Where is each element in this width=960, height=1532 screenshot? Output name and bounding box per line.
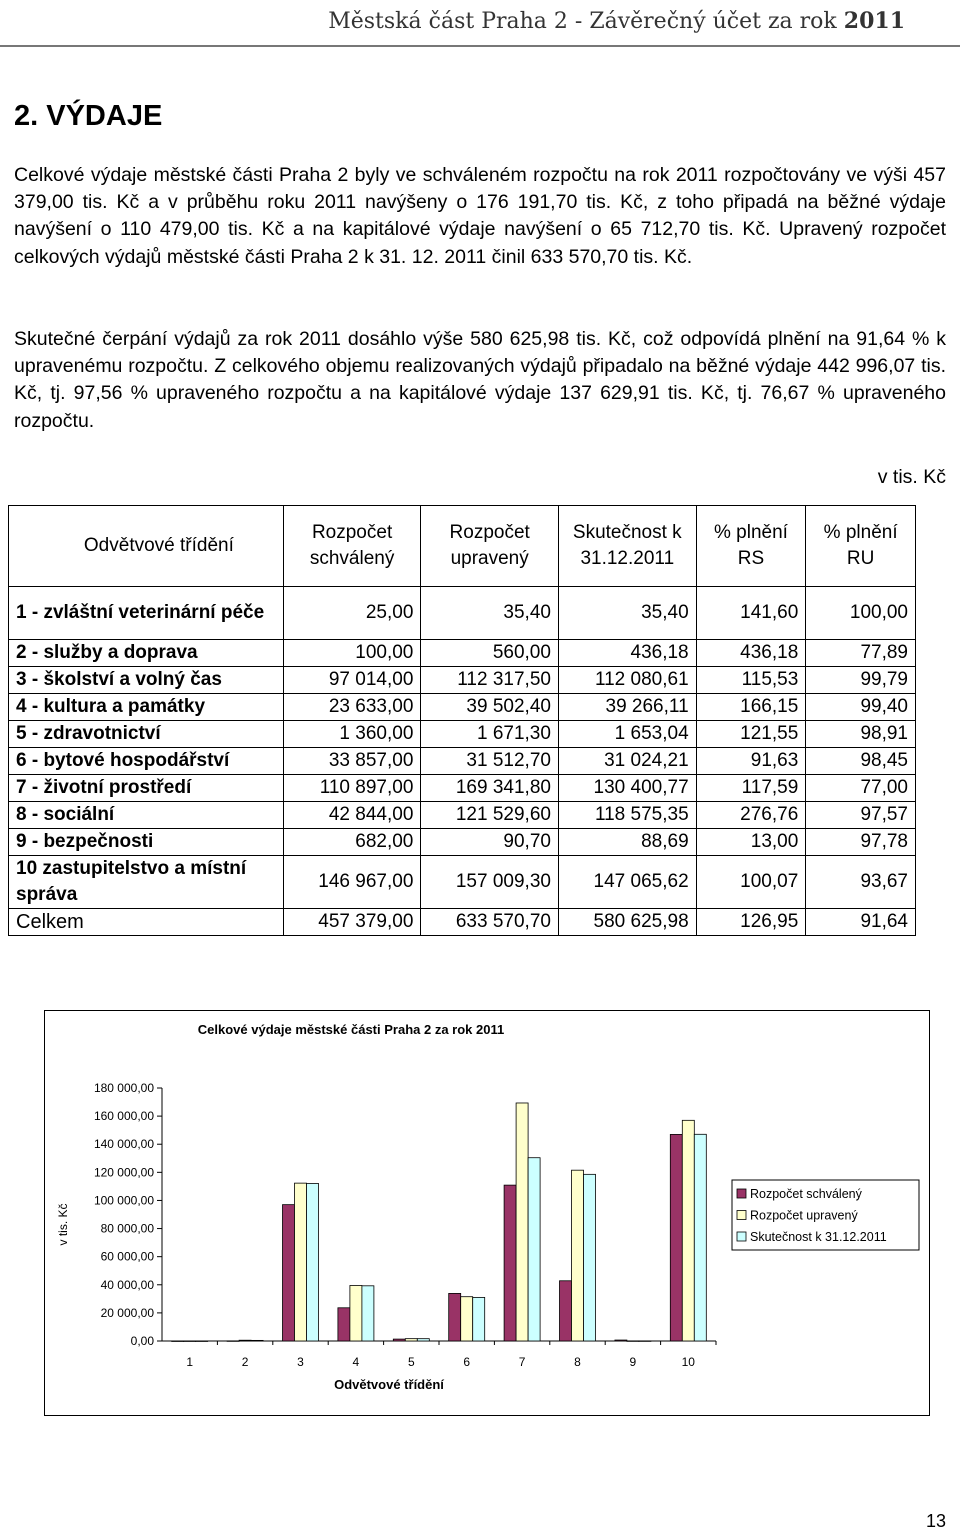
bar — [393, 1339, 405, 1341]
y-tick-label: 80 000,00 — [100, 1221, 154, 1236]
cell-approved: 25,00 — [283, 587, 421, 640]
bar — [239, 1340, 251, 1341]
cell-adjusted: 157 009,30 — [421, 856, 559, 909]
cell-pct-rs: 166,15 — [696, 694, 806, 721]
bar — [504, 1185, 516, 1341]
x-tick-label: 1 — [186, 1355, 194, 1369]
y-tick-label: 60 000,00 — [100, 1249, 154, 1264]
bar — [338, 1308, 350, 1341]
cell-pct-ru: 100,00 — [806, 587, 916, 640]
cell-actual: 112 080,61 — [558, 667, 696, 694]
header-title-text: Městská část Praha 2 - Závěrečný účet za rok — [328, 9, 837, 34]
header-year: 2011 — [843, 8, 905, 34]
cell-actual: 39 266,11 — [558, 694, 696, 721]
row-sector-name: 6 - bytové hospodářství — [9, 748, 284, 775]
y-tick-label: 40 000,00 — [100, 1277, 154, 1292]
cell-pct-ru: 77,00 — [806, 775, 916, 802]
cell-approved: 100,00 — [283, 640, 421, 667]
cell-pct-rs: 91,63 — [696, 748, 806, 775]
x-tick-label: 2 — [241, 1355, 249, 1369]
cell-approved: 457 379,00 — [283, 909, 421, 936]
y-tick-label: 160 000,00 — [93, 1109, 154, 1124]
row-sector-name: 8 - sociální — [9, 802, 284, 829]
cell-pct-ru: 93,67 — [806, 856, 916, 909]
legend-label: Rozpočet upravený — [750, 1208, 858, 1223]
cell-adjusted: 560,00 — [421, 640, 559, 667]
cell-actual: 580 625,98 — [558, 909, 696, 936]
x-tick-label: 4 — [352, 1355, 360, 1369]
cell-actual: 31 024,21 — [558, 748, 696, 775]
bar — [184, 1341, 196, 1342]
col-header-approved: Rozpočet schválený — [283, 506, 421, 587]
bar — [172, 1341, 184, 1342]
cell-adjusted: 90,70 — [421, 829, 559, 856]
table-unit-label: v tis. Kč — [877, 466, 946, 488]
bar — [307, 1183, 319, 1341]
cell-pct-ru: 98,91 — [806, 721, 916, 748]
bar — [572, 1170, 584, 1341]
cell-pct-rs: 276,76 — [696, 802, 806, 829]
cell-approved: 23 633,00 — [283, 694, 421, 721]
row-sector-name: 7 - životní prostředí — [9, 775, 284, 802]
x-axis-label: Odvětvové třídění — [334, 1377, 444, 1392]
table-row — [9, 775, 916, 802]
cell-pct-ru: 98,45 — [806, 748, 916, 775]
row-sector-name: Celkem — [9, 909, 284, 936]
table-row — [9, 721, 916, 748]
bar — [584, 1174, 596, 1341]
bar — [461, 1297, 473, 1341]
page-number: 13 — [925, 1511, 946, 1531]
cell-actual: 1 653,04 — [558, 721, 696, 748]
cell-adjusted: 35,40 — [421, 587, 559, 640]
row-sector-name: 5 - zdravotnictví — [9, 721, 284, 748]
x-tick-label: 8 — [574, 1355, 581, 1369]
x-tick-label: 3 — [297, 1355, 304, 1369]
cell-pct-ru: 99,79 — [806, 667, 916, 694]
table-row — [9, 694, 916, 721]
cell-pct-rs: 436,18 — [696, 640, 806, 667]
cell-actual: 35,40 — [558, 587, 696, 640]
y-tick-label: 140 000,00 — [93, 1137, 154, 1152]
cell-pct-rs: 126,95 — [696, 909, 806, 936]
bar — [670, 1134, 682, 1341]
x-tick-label: 6 — [463, 1355, 471, 1369]
legend-swatch — [737, 1189, 746, 1198]
y-axis-label: v tis. Kč — [56, 1203, 70, 1246]
cell-approved: 33 857,00 — [283, 748, 421, 775]
row-sector-name: 10 zastupitelstvo a místní správa — [9, 856, 284, 909]
running-header — [328, 8, 905, 34]
cell-approved: 1 360,00 — [283, 721, 421, 748]
y-tick-label: 120 000,00 — [93, 1165, 154, 1180]
bar — [283, 1205, 295, 1341]
cell-approved: 110 897,00 — [283, 775, 421, 802]
table-row — [9, 829, 916, 856]
cell-actual: 118 575,35 — [558, 802, 696, 829]
paragraph-spending-summary: Skutečné čerpání výdajů za rok 2011 dosáhlo výše 580 625,98 tis. Kč, což odpovídá plnění na 91,64 % k upravenému rozpočtu. Z celkového objemu realizovaných výdajů připadalo na běžné výdaje 442 996,07 tis. Kč, tj. 97,56 % upraveného rozpočtu a na kapitálové výdaje 137 629,91 tis. Kč, tj. 76,67 % upraveného rozpočtu. — [14, 328, 946, 432]
bar — [473, 1297, 485, 1341]
x-tick-label: 5 — [407, 1355, 415, 1369]
cell-adjusted: 31 512,70 — [421, 748, 559, 775]
cell-approved: 42 844,00 — [283, 802, 421, 829]
bar — [694, 1134, 706, 1341]
section-heading: 2. VÝDAJE — [14, 100, 163, 132]
x-tick-label: 10 — [681, 1355, 695, 1369]
table-row — [9, 667, 916, 694]
col-header-adjusted: Rozpočet upravený — [421, 506, 559, 587]
cell-adjusted: 1 671,30 — [421, 721, 559, 748]
legend-swatch — [737, 1211, 746, 1220]
y-tick-label: 180 000,00 — [93, 1081, 154, 1095]
cell-pct-rs: 115,53 — [696, 667, 806, 694]
cell-actual: 130 400,77 — [558, 775, 696, 802]
bar — [528, 1158, 540, 1341]
cell-actual: 147 065,62 — [558, 856, 696, 909]
chart-title: Celkové výdaje městské části Praha 2 za rok 2011 — [197, 1022, 505, 1037]
bar — [362, 1286, 374, 1341]
cell-pct-ru: 97,78 — [806, 829, 916, 856]
row-sector-name: 1 - zvláštní veterinární péče — [9, 587, 284, 640]
chart-canvas — [45, 1011, 929, 1415]
table-row — [9, 802, 916, 829]
cell-adjusted: 169 341,80 — [421, 775, 559, 802]
cell-adjusted: 633 570,70 — [421, 909, 559, 936]
cell-pct-ru: 97,57 — [806, 802, 916, 829]
y-tick-label: 20 000,00 — [100, 1305, 154, 1320]
x-tick-label: 9 — [629, 1355, 637, 1369]
table-header-row — [9, 506, 916, 587]
col-header-pct-rs: % plnění RS — [696, 506, 806, 587]
bar — [615, 1340, 627, 1341]
cell-pct-ru: 99,40 — [806, 694, 916, 721]
bar — [251, 1340, 263, 1341]
cell-pct-rs: 100,07 — [696, 856, 806, 909]
paragraph-budget-summary: Celkové výdaje městské části Praha 2 byly ve schváleném rozpočtu na rok 2011 rozpočtovány ve výši 457 379,00 tis. Kč a v průběhu roku 2011 navýšeny o 176 191,70 tis. Kč, z toho připadá na běžné výdaje navýšení o 110 479,00 tis. Kč a na kapitálové výdaje navýšení o 65 712,70 tis. Kč. Upravený rozpočet celkových výdajů městské části Praha 2 k 31. 12. 2011 činil 633 570,70 tis. Kč. — [14, 164, 946, 268]
cell-approved: 682,00 — [283, 829, 421, 856]
bar — [350, 1285, 362, 1341]
x-tick-label: 7 — [518, 1355, 526, 1369]
cell-approved: 146 967,00 — [283, 856, 421, 909]
table-row — [9, 748, 916, 775]
bar — [227, 1341, 239, 1342]
row-sector-name: 2 - služby a doprava — [9, 640, 284, 667]
cell-pct-rs: 141,60 — [696, 587, 806, 640]
table-row — [9, 587, 916, 640]
bar — [516, 1103, 528, 1341]
col-header-actual: Skutečnost k 31.12.2011 — [558, 506, 696, 587]
bar — [295, 1183, 307, 1341]
cell-adjusted: 112 317,50 — [421, 667, 559, 694]
bar — [196, 1341, 208, 1342]
col-header-pct-ru: % plnění RU — [806, 506, 916, 587]
cell-pct-ru: 91,64 — [806, 909, 916, 936]
expenditure-chart — [44, 1010, 930, 1416]
bar — [560, 1281, 572, 1341]
row-sector-name: 4 - kultura a památky — [9, 694, 284, 721]
y-tick-label: 100 000,00 — [93, 1193, 154, 1208]
table-row — [9, 640, 916, 667]
expenditure-table — [8, 505, 916, 936]
legend-label: Rozpočet schválený — [750, 1187, 862, 1201]
cell-pct-rs: 121,55 — [696, 721, 806, 748]
bar — [405, 1339, 417, 1341]
cell-actual: 436,18 — [558, 640, 696, 667]
y-tick-label: 0,00 — [130, 1334, 154, 1348]
header-rule — [0, 45, 960, 47]
cell-pct-rs: 13,00 — [696, 829, 806, 856]
bar — [627, 1341, 639, 1342]
legend-label: Skutečnost k 31.12.2011 — [750, 1230, 887, 1244]
row-sector-name: 9 - bezpečnosti — [9, 829, 284, 856]
cell-adjusted: 121 529,60 — [421, 802, 559, 829]
col-header-sector: Odvětvové třídění — [9, 506, 284, 587]
cell-adjusted: 39 502,40 — [421, 694, 559, 721]
cell-pct-rs: 117,59 — [696, 775, 806, 802]
bar — [449, 1293, 461, 1341]
cell-approved: 97 014,00 — [283, 667, 421, 694]
bar — [639, 1341, 651, 1342]
cell-pct-ru: 77,89 — [806, 640, 916, 667]
legend-swatch — [737, 1232, 746, 1241]
table-total-row — [9, 909, 916, 936]
row-sector-name: 3 - školství a volný čas — [9, 667, 284, 694]
table-row — [9, 856, 916, 909]
cell-actual: 88,69 — [558, 829, 696, 856]
bar — [682, 1120, 694, 1341]
bar — [417, 1339, 429, 1341]
